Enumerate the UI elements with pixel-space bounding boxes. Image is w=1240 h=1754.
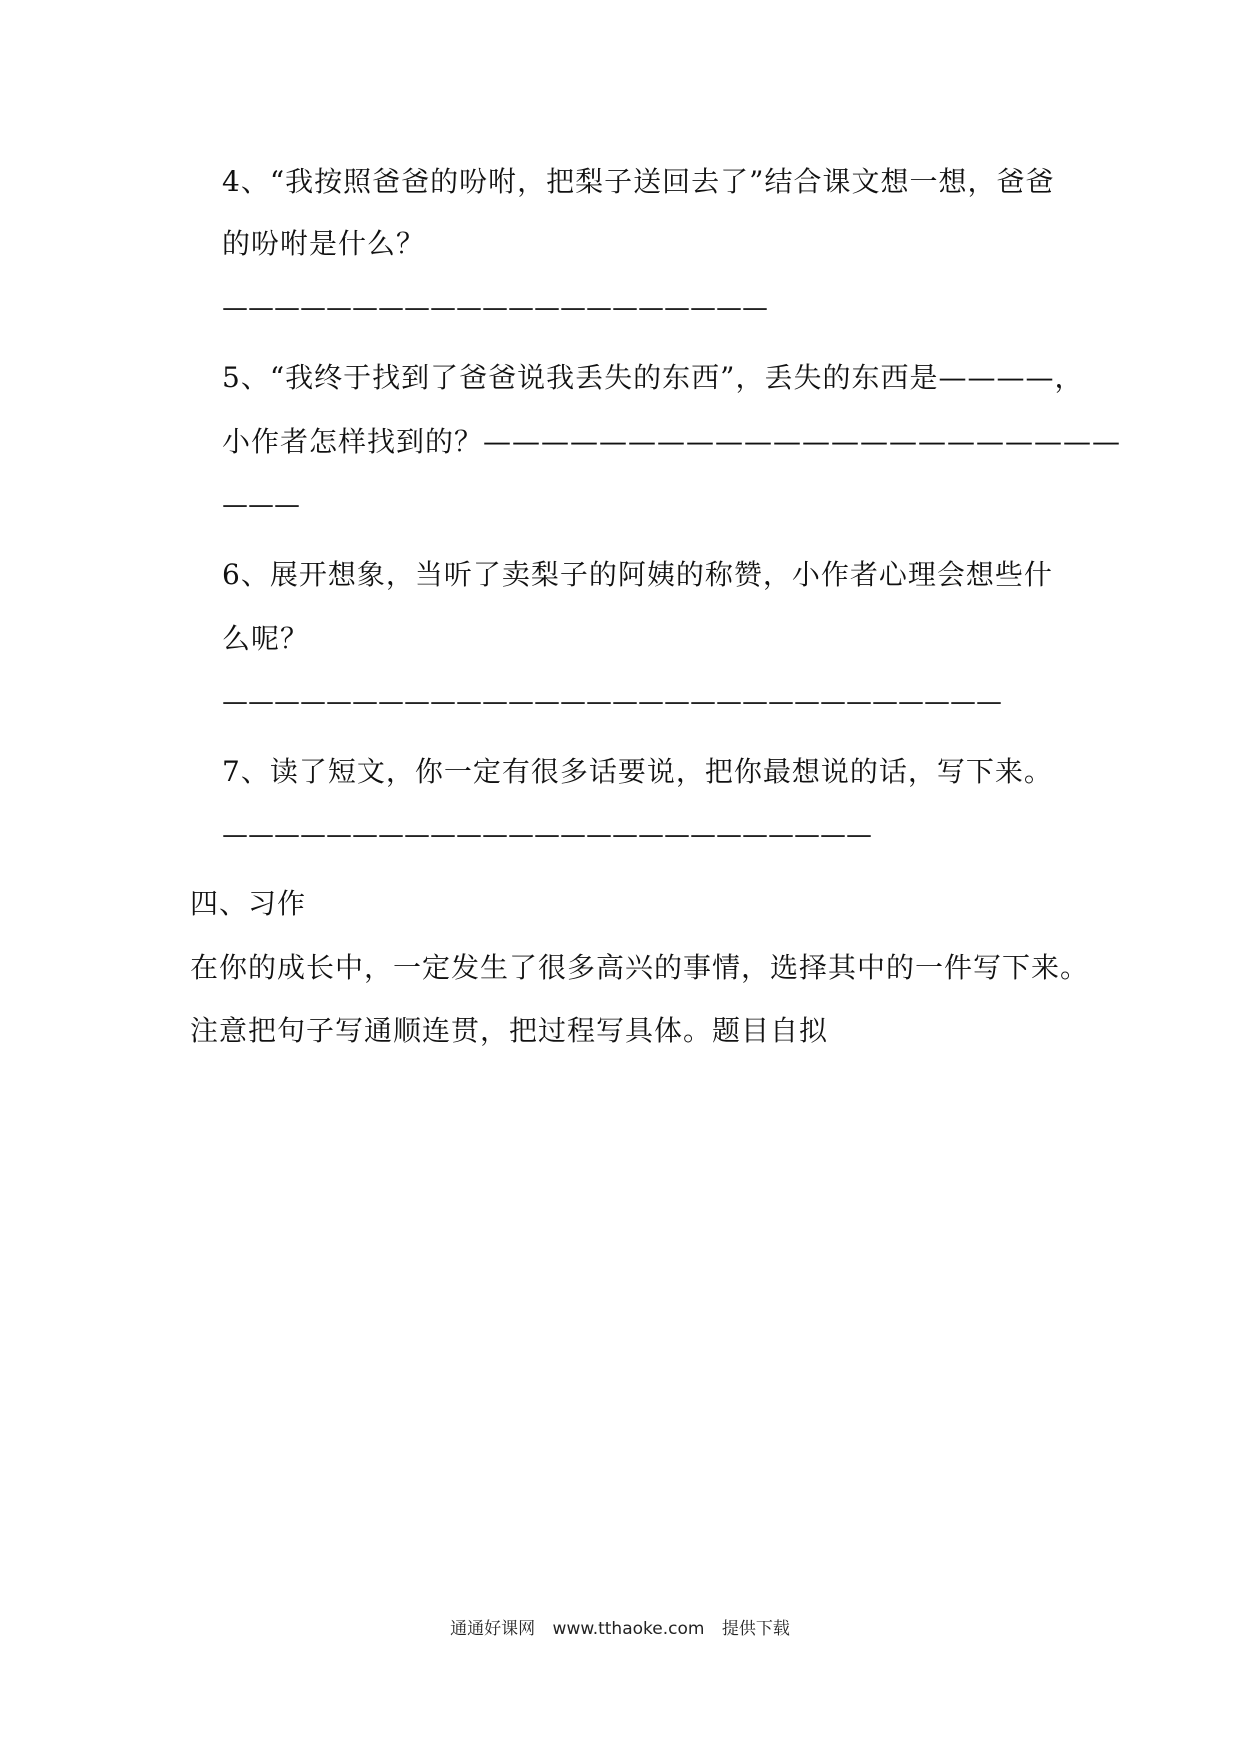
question-7-answer-blank: ————————————————————————— <box>222 820 872 850</box>
section-instruction-line-2: 注意把句子写通顺连贯，把过程写具体。题目自拟 <box>190 1014 829 1047</box>
question-6-line-2: 么呢？ <box>222 622 310 655</box>
question-6-answer-blank: —————————————————————————————— <box>222 687 1002 717</box>
question-4-line-2: 的吩咐是什么？ <box>222 227 426 260</box>
footer-tagline: 提供下载 <box>721 1619 790 1639</box>
question-7-line-1: 7、读了短文，你一定有很多话要说，把你最想说的话，写下来。 <box>222 755 1053 788</box>
footer-site-name: 通通好课网 <box>450 1619 536 1639</box>
question-6-line-1: 6、展开想象，当听了卖梨子的阿姨的称赞，小作者心理会想些什 <box>222 558 1053 591</box>
footer-url-link[interactable]: www.tthaoke.com <box>552 1619 705 1639</box>
question-5-line-1: 5、“我终于找到了爸爸说我丢失的东西”，丢失的东西是————， <box>222 361 1084 394</box>
section-heading: 四、习作 <box>190 887 307 920</box>
section-instruction-line-1: 在你的成长中，一定发生了很多高兴的事情，选择其中的一件写下来。 <box>190 951 1090 984</box>
question-5-line-2: 小作者怎样找到的？—————————————————————— <box>222 425 1122 458</box>
question-4-answer-blank: ————————————————————— <box>222 293 768 323</box>
page-footer <box>0 1617 1240 1641</box>
question-4-line-1: 4、“我按照爸爸的吩咐，把梨子送回去了”结合课文想一想，爸爸 <box>222 165 1055 198</box>
question-5-answer-blank-continued: ——— <box>222 490 300 520</box>
